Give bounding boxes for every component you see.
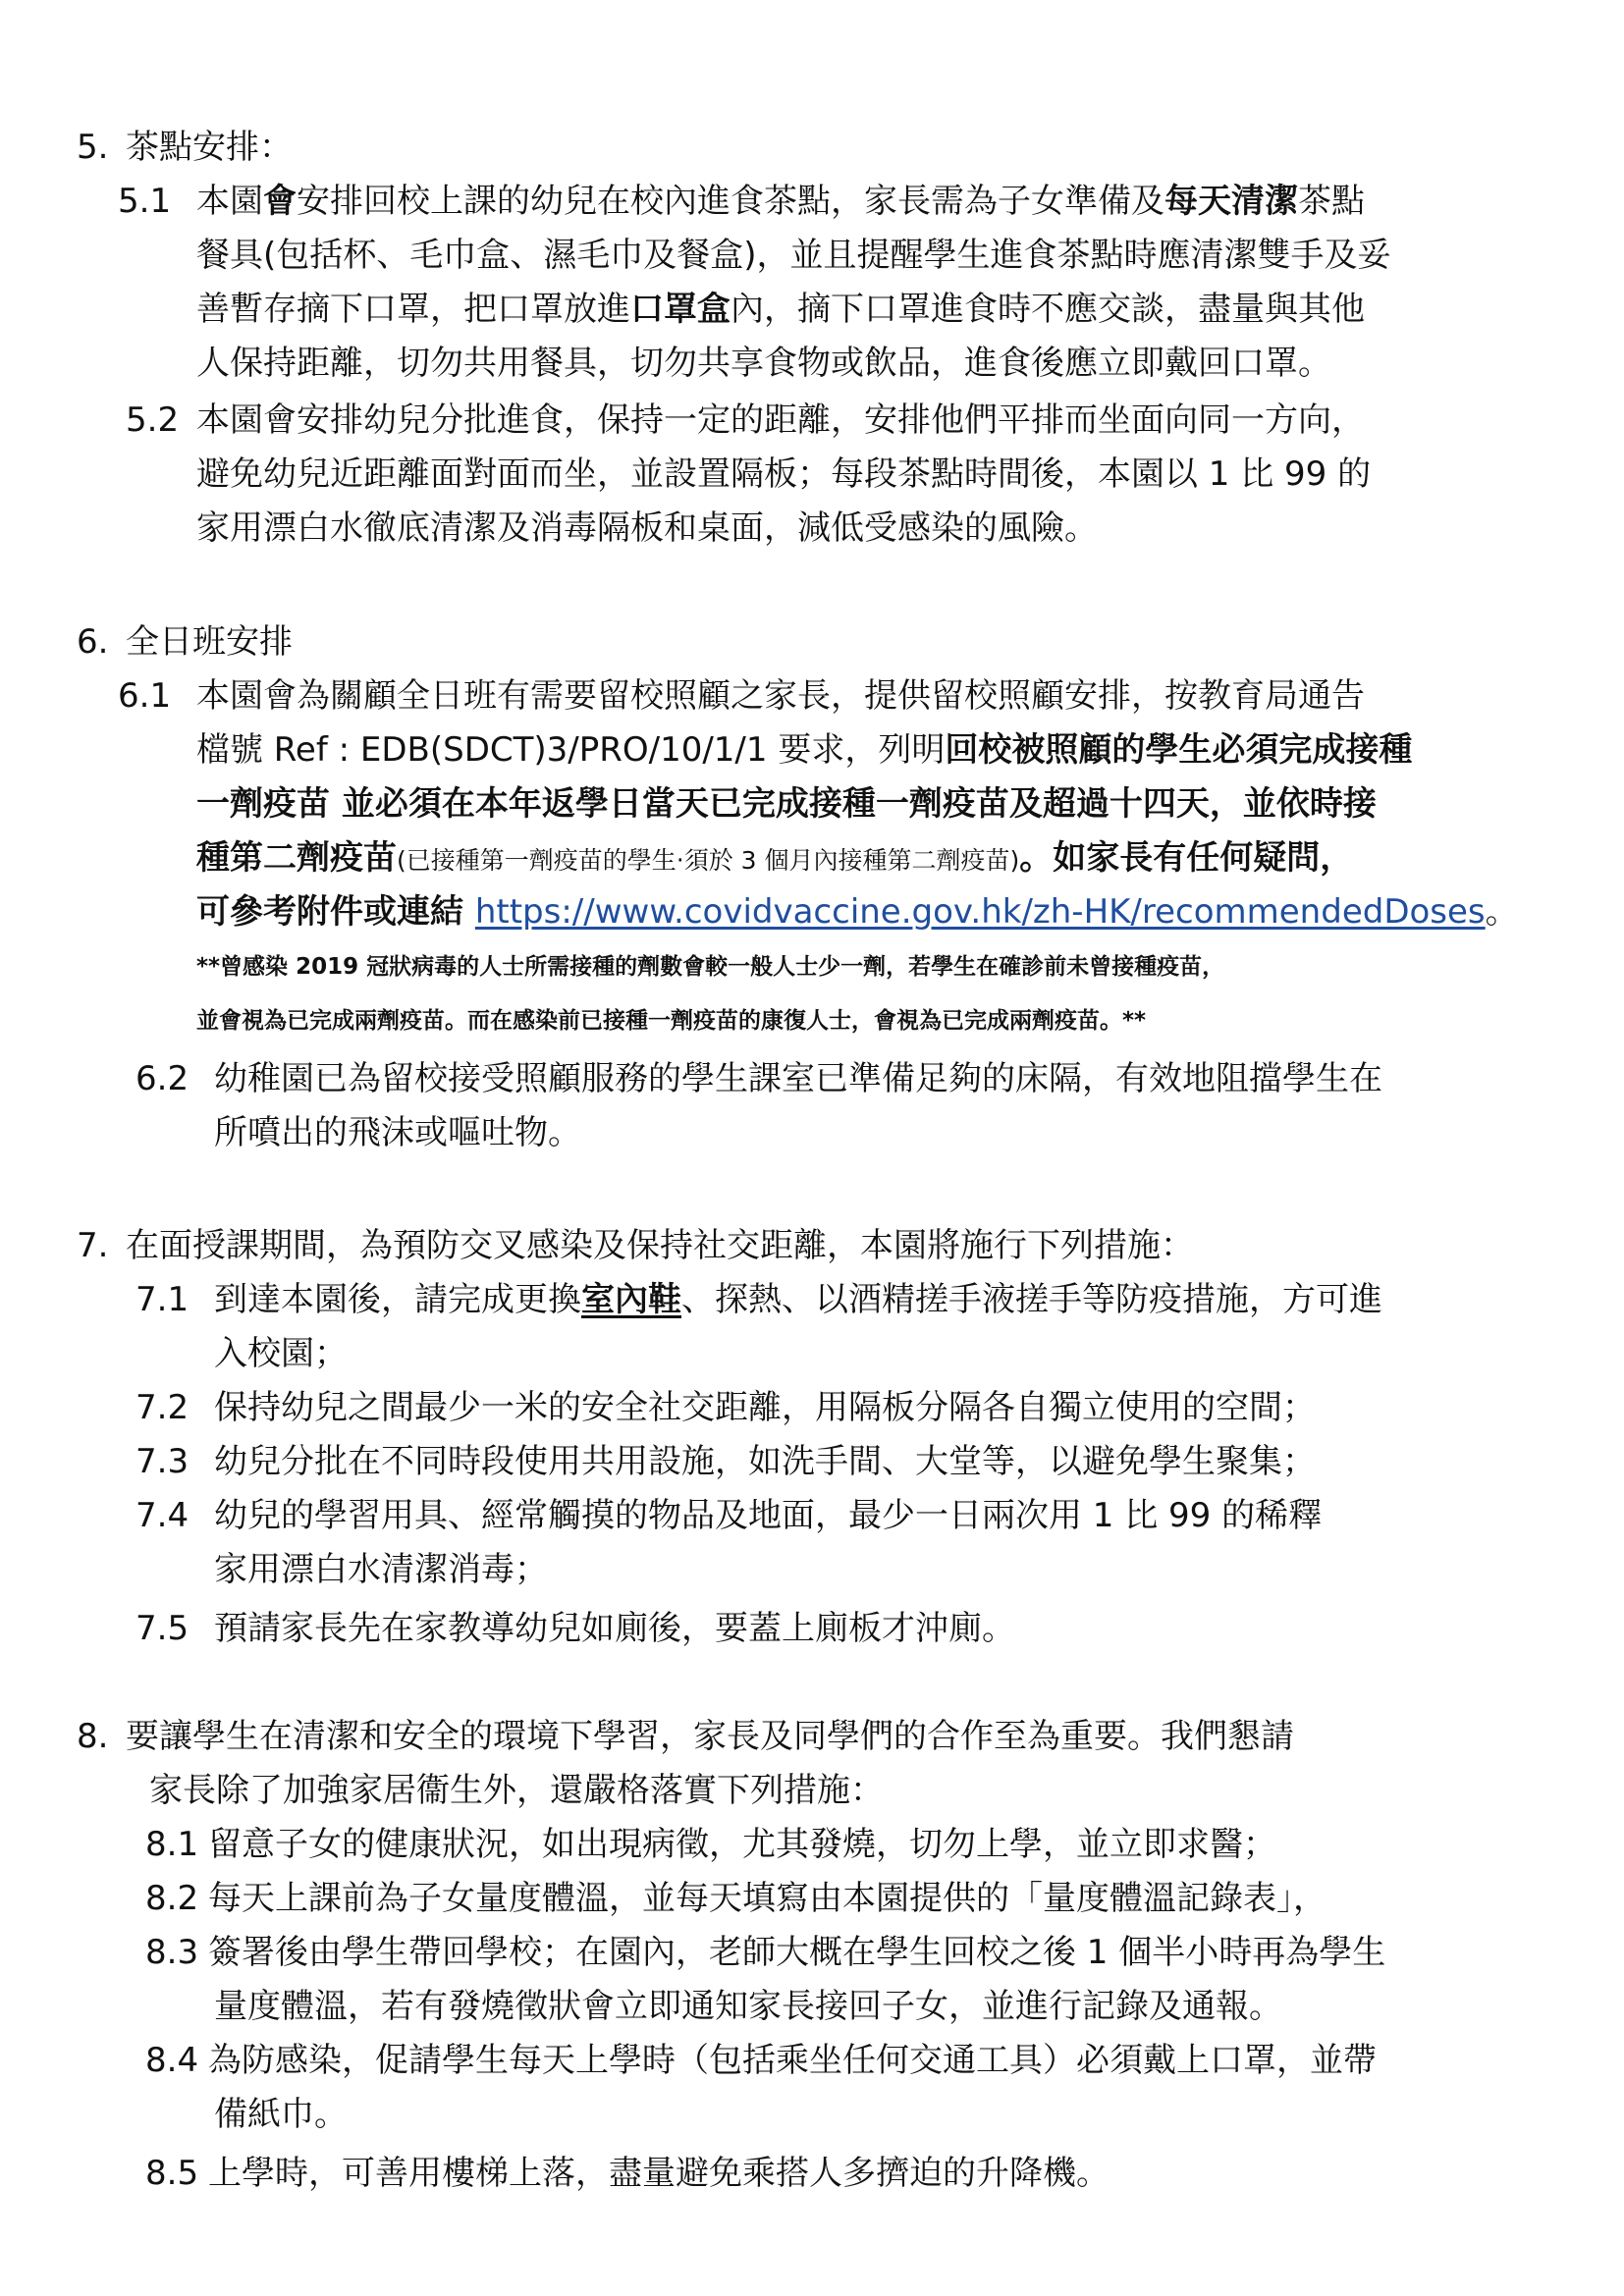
item-6-1-line-1: 本園會為關顧全日班有需要留校照顧之家長，提供留校照顧安排，按教育局通告 [196,676,1365,716]
item-5-1-line-3: 善暫存摘下口罩，把口罩放進口罩盒內，摘下口罩進食時不應交談，盡量與其他 [196,290,1365,329]
item-5-1-line-1: 本園會安排回校上課的幼兒在校內進食茶點，家長需為子女準備及每天清潔茶點 [196,182,1365,221]
item-6-1-line-2: 檔號 Ref : EDB(SDCT)3/PRO/10/1/1 要求，列明回校被照顧的學生必須完成接種 [196,730,1413,770]
item-8-2-number: 8.2 [145,1879,199,1918]
item-8-4-number: 8.4 [145,2041,199,2080]
item-8-5-line-1: 上學時，可善用樓梯上落，盡量避免乘搭人多擠迫的升降機。 [208,2154,1110,2193]
section-7-number: 7. [77,1226,109,1265]
item-7-2-line-1: 保持幼兒之間最少一米的安全社交距離，用隔板分隔各自獨立使用的空間； [214,1388,1316,1427]
covid-vaccine-link[interactable]: https://www.covidvaccine.gov.hk/zh-HK/recommendedDoses [474,892,1486,932]
item-5-1-number: 5.1 [118,182,172,221]
item-5-2-line-3: 家用漂白水徹底清潔及消毒隔板和桌面，減低受感染的風險。 [196,508,1098,548]
emphasis-mask-box: 口罩盒 [630,290,731,329]
item-5-2-number: 5.2 [126,400,180,440]
item-6-1-footnote-line-2: 並會視為已完成兩劑疫苗。而在感染前已接種一劑疫苗的康復人士，會視為已完成兩劑疫苗。** [196,1008,1147,1034]
emphasis-daily-clean: 每天清潔 [1164,182,1298,221]
item-5-1-line-2: 餐具(包括杯、毛巾盒、濕毛巾及餐盒)，並且提醒學生進食茶點時應清潔雙手及妥 [196,236,1391,275]
section-6-number: 6. [77,622,109,662]
item-7-2-number: 7.2 [135,1388,189,1427]
item-5-2-line-2: 避免幼兒近距離面對面而坐，並設置隔板；每段茶點時間後，本園以 1 比 99 的 [196,454,1372,494]
item-7-4-line-2: 家用漂白水清潔消毒； [214,1550,548,1589]
item-6-1-line-3: 一劑疫苗 並必須在本年返學日當天已完成接種一劑疫苗及超過十四天，並依時接 [196,784,1377,824]
emphasis-indoor-shoes: 室內鞋 [581,1280,681,1319]
item-5-1-line-4: 人保持距離，切勿共用餐具，切勿共享食物或飲品，進食後應立即戴回口罩。 [196,344,1331,383]
item-7-1-number: 7.1 [135,1280,189,1319]
item-8-3-line-1: 簽署後由學生帶回學校；在園內，老師大概在學生回校之後 1 個半小時再為學生 [208,1933,1386,1972]
item-7-3-number: 7.3 [135,1442,189,1481]
item-7-1-line-2: 入校園； [214,1334,348,1373]
section-7-title: 在面授課期間，為預防交叉感染及保持社交距離，本園將施行下列措施： [126,1226,1194,1265]
item-7-5-line-1: 預請家長先在家教導幼兒如廁後，要蓋上廁板才沖廁。 [214,1609,1015,1648]
item-8-5-number: 8.5 [145,2154,199,2193]
emphasis-will: 會 [263,182,297,221]
item-6-2-line-1: 幼稚園已為留校接受照顧服務的學生課室已準備足夠的床隔，有效地阻擋學生在 [214,1059,1382,1098]
section-5-title: 茶點安排： [126,128,293,167]
item-6-1-line-5: 可參考附件或連結 https://www.covidvaccine.gov.hk/zh-HK/recommendedDoses。 [196,892,1519,932]
item-8-1-number: 8.1 [145,1825,199,1864]
section-8-intro-line-2: 家長除了加強家居衞生外，還嚴格落實下列措施： [149,1771,884,1810]
item-6-1-line-4: 種第二劑疫苗(已接種第一劑疫苗的學生‧須於 3 個月內接種第二劑疫苗)。如家長有任何疑問， [196,838,1354,878]
item-7-3-line-1: 幼兒分批在不同時段使用共用設施，如洗手間、大堂等，以避免學生聚集； [214,1442,1316,1481]
item-8-4-line-1: 為防感染，促請學生每天上學時（包括乘坐任何交通工具）必須戴上口罩，並帶 [208,2041,1377,2080]
section-8-intro-line-1: 要讓學生在清潔和安全的環境下學習，家長及同學們的合作至為重要。我們懇請 [126,1717,1294,1756]
item-8-3-number: 8.3 [145,1933,199,1972]
item-6-1-footnote-line-1: **曾感染 2019 冠狀病毒的人士所需接種的劑數會較一般人士少一劑，若學生在確診前未曾接種疫苗， [196,954,1225,980]
item-7-1-line-1: 到達本園後，請完成更換室內鞋、探熱、以酒精搓手液搓手等防疫措施，方可進 [214,1280,1382,1319]
emphasis-vaccination-required: 回校被照顧的學生必須完成接種 [945,730,1413,770]
section-5-number: 5. [77,128,109,167]
item-7-4-number: 7.4 [135,1496,189,1535]
item-5-2-line-1: 本園會安排幼兒分批進食，保持一定的距離，安排他們平排而坐面向同一方向， [196,400,1365,440]
section-6-title: 全日班安排 [126,622,293,662]
item-6-2-line-2: 所噴出的飛沫或嘔吐物。 [214,1113,581,1152]
item-8-1-line-1: 留意子女的健康狀況，如出現病徵，尤其發燒，切勿上學，並立即求醫； [208,1825,1276,1864]
item-7-4-line-1: 幼兒的學習用具、經常觸摸的物品及地面，最少一日兩次用 1 比 99 的稀釋 [214,1496,1323,1535]
item-8-2-line-1: 每天上課前為子女量度體溫，並每天填寫由本園提供的「量度體溫記錄表」， [208,1879,1326,1918]
item-8-4-line-2: 備紙巾。 [214,2095,348,2134]
item-6-1-number: 6.1 [118,676,172,716]
item-6-2-number: 6.2 [135,1059,189,1098]
section-8-number: 8. [77,1717,109,1756]
item-8-3-line-2: 量度體溫，若有發燒徵狀會立即通知家長接回子女，並進行記錄及通報。 [214,1987,1282,2026]
second-dose-note: (已接種第一劑疫苗的學生‧須於 3 個月內接種第二劑疫苗) [397,846,1020,875]
item-7-5-number: 7.5 [135,1609,189,1648]
